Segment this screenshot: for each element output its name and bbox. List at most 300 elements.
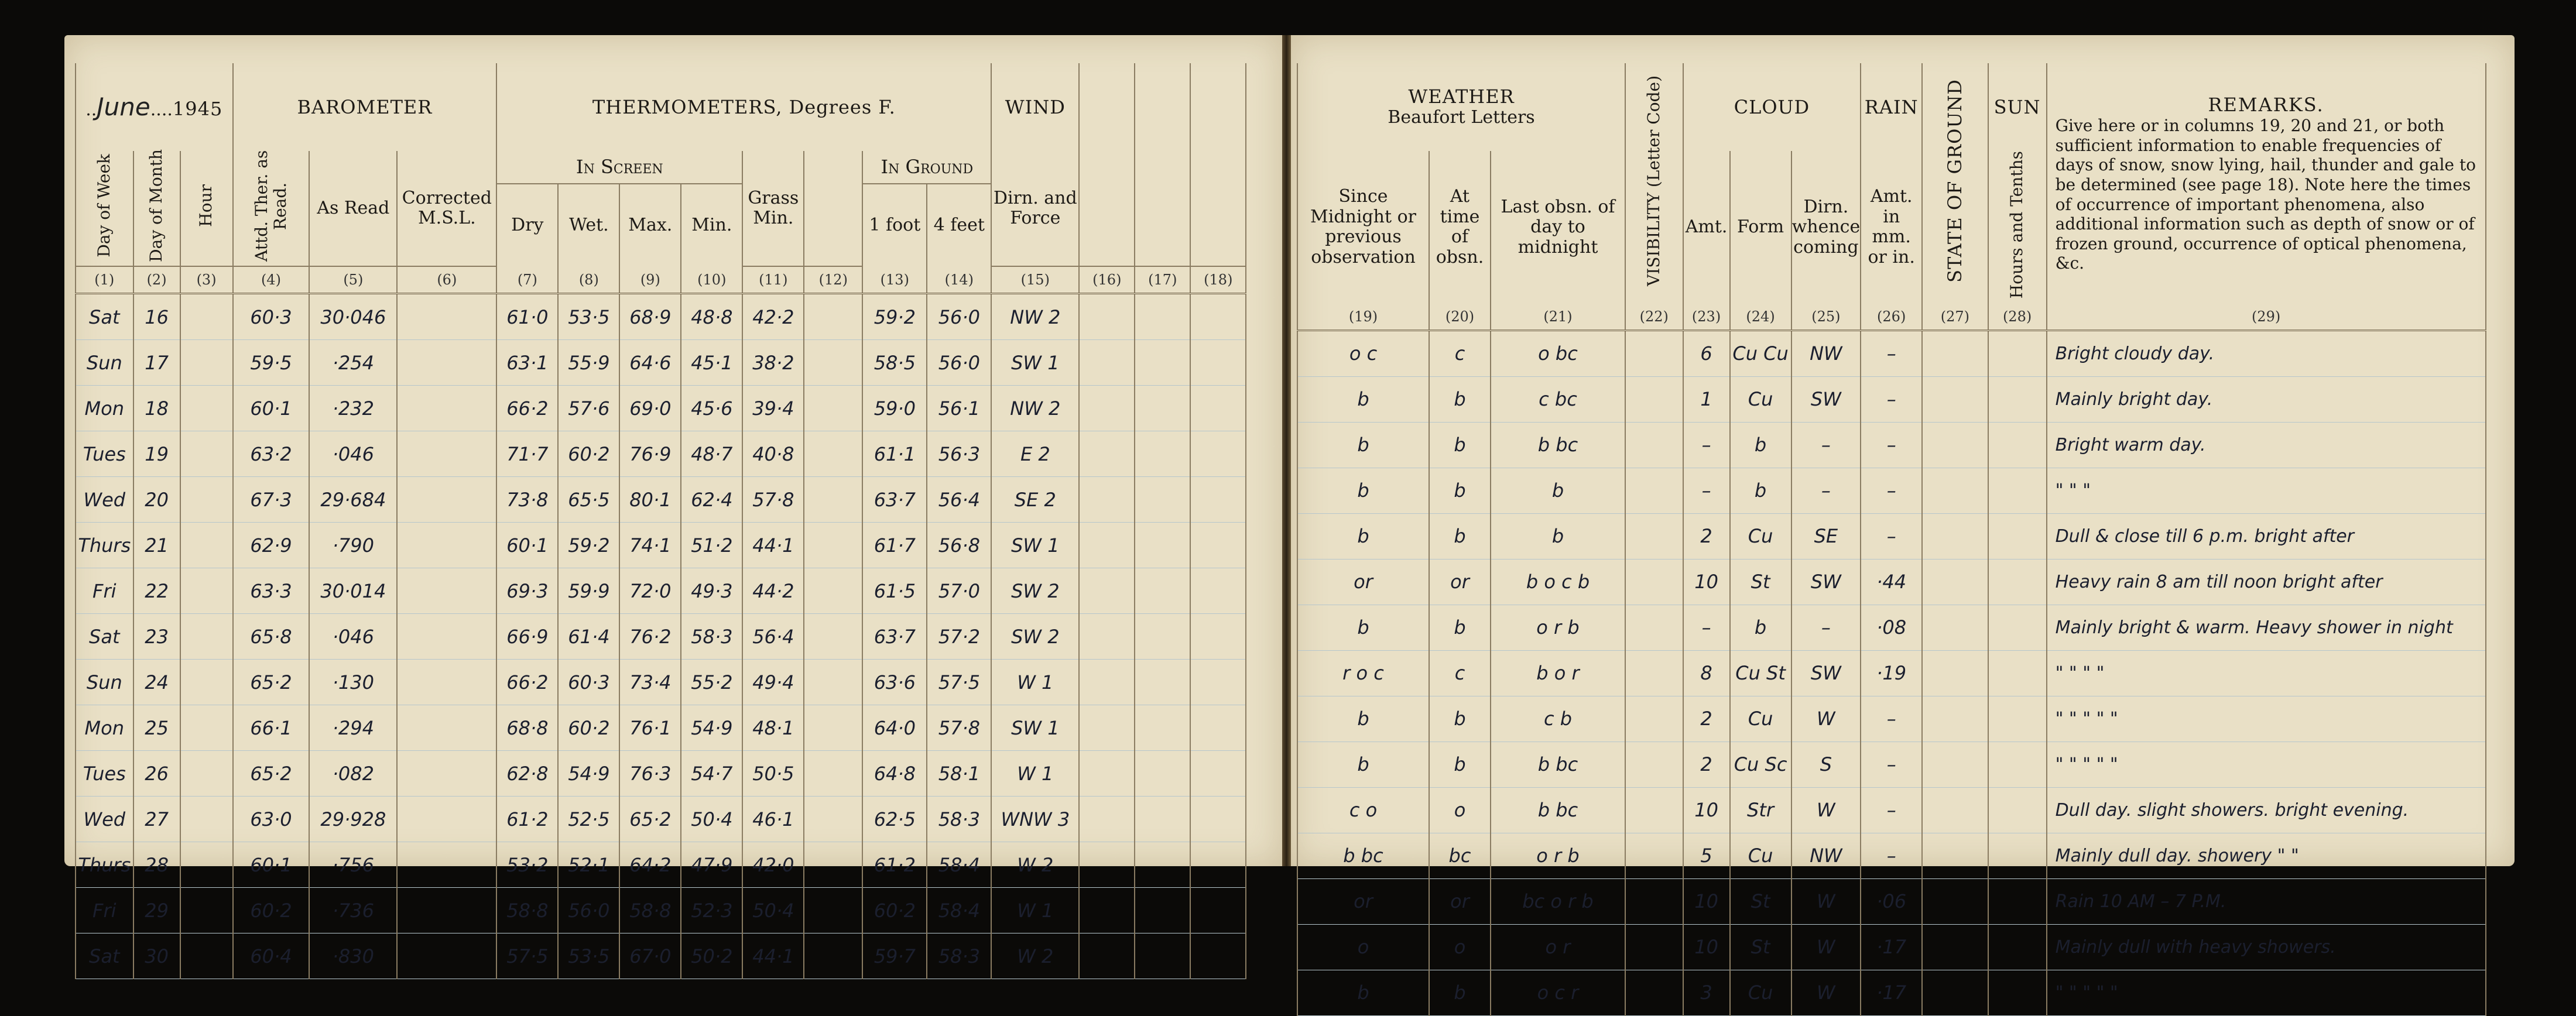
grass-min-cell: 50·5 <box>742 751 804 797</box>
rain-cell: – <box>1861 330 1922 376</box>
day-of-week-cell: Wed <box>76 797 133 842</box>
weather-last-cell: bc o r b <box>1491 878 1625 924</box>
cloud-form-cell: Cu Sc <box>1730 742 1791 787</box>
sun-cell <box>1988 878 2047 924</box>
weather-heading-group <box>1297 63 1625 151</box>
ground-4ft-cell: 57·8 <box>927 705 991 751</box>
grass-min-cell: 38·2 <box>742 340 804 386</box>
blank-cell <box>1079 568 1135 614</box>
dirn-force-heading: Dirn. and Force <box>991 151 1079 266</box>
wind-cell: E 2 <box>991 431 1079 477</box>
cloud-dirn-cell: S <box>1791 742 1861 787</box>
corrected-cell <box>397 568 496 614</box>
cloud-amt-cell: 10 <box>1683 878 1730 924</box>
max-cell: 68·9 <box>619 294 681 340</box>
visibility-cell <box>1625 833 1683 878</box>
visibility-cell <box>1625 924 1683 970</box>
max-cell: 64·2 <box>619 842 681 888</box>
table-row <box>1297 468 2486 513</box>
state-ground-cell <box>1922 422 1988 468</box>
visibility-cell <box>1625 376 1683 422</box>
blank-cell <box>1079 751 1135 797</box>
rain-heading: RAIN <box>1861 63 1922 151</box>
cloud-form-cell: Cu <box>1730 696 1791 742</box>
remarks-cell: Dull day. slight showers. bright evening. <box>2047 787 2486 833</box>
blank-cell <box>804 751 862 797</box>
state-ground-cell <box>1922 833 1988 878</box>
cloud-dirn-cell: – <box>1791 422 1861 468</box>
state-ground-cell <box>1922 513 1988 559</box>
column-number: (25) <box>1791 304 1861 331</box>
dry-cell: 57·5 <box>496 933 558 979</box>
weather-last-cell: o r b <box>1491 605 1625 650</box>
corrected-cell <box>397 705 496 751</box>
corrected-cell <box>397 888 496 933</box>
last-obs-heading: Last obsn. of day to midnight <box>1491 151 1625 304</box>
column-number: (5) <box>309 266 397 294</box>
remarks-cell: " " " " <box>2047 650 2486 696</box>
column-number: (16) <box>1079 266 1135 294</box>
weather-at-cell: b <box>1429 513 1491 559</box>
ground-4ft-cell: 56·0 <box>927 294 991 340</box>
grass-min-cell: 48·1 <box>742 705 804 751</box>
hour-cell <box>180 431 233 477</box>
weather-heading: WEATHER <box>1408 85 1515 108</box>
sun-hours-heading: Hours and Tenths <box>1988 151 2047 304</box>
pressure-cell: ·830 <box>309 933 397 979</box>
state-ground-cell <box>1922 787 1988 833</box>
table-row <box>1297 924 2486 970</box>
cloud-dirn-cell: SW <box>1791 559 1861 605</box>
day-of-week-cell: Thurs <box>76 842 133 888</box>
weather-since-cell: b <box>1297 376 1429 422</box>
table-row <box>76 340 1246 386</box>
wet-cell: 52·1 <box>558 842 619 888</box>
column-number: (1) <box>76 266 133 294</box>
hour-cell <box>180 933 233 979</box>
ground-1ft-cell: 59·7 <box>862 933 927 979</box>
blank-cell <box>1079 523 1135 568</box>
table-row <box>76 842 1246 888</box>
blank-cell <box>1190 842 1246 888</box>
column-number: (22) <box>1625 304 1683 331</box>
attd-ther-cell: 63·2 <box>233 431 310 477</box>
pressure-cell: 29·684 <box>309 477 397 523</box>
day-of-week-cell: Sat <box>76 294 133 340</box>
hour-cell <box>180 888 233 933</box>
wet-cell: 59·9 <box>558 568 619 614</box>
weather-since-cell: b <box>1297 970 1429 1015</box>
cloud-amt-cell: 10 <box>1683 924 1730 970</box>
corrected-cell <box>397 386 496 431</box>
weather-at-cell: c <box>1429 330 1491 376</box>
weather-since-cell: b <box>1297 513 1429 559</box>
weather-last-cell: c bc <box>1491 376 1625 422</box>
rain-amt-heading: Amt. in mm. or in. <box>1861 151 1922 304</box>
weather-since-cell: b bc <box>1297 833 1429 878</box>
hour-cell <box>180 340 233 386</box>
as-read-heading: As Read <box>309 151 397 266</box>
day-of-month-cell: 20 <box>133 477 180 523</box>
column-number: (23) <box>1683 304 1730 331</box>
day-of-week-cell: Wed <box>76 477 133 523</box>
cloud-form-cell: St <box>1730 924 1791 970</box>
ground-1ft-cell: 60·2 <box>862 888 927 933</box>
attd-ther-cell: 60·3 <box>233 294 310 340</box>
blank-cell <box>1190 568 1246 614</box>
max-heading: Max. <box>619 184 681 266</box>
weather-since-cell: or <box>1297 559 1429 605</box>
weather-last-cell: o bc <box>1491 330 1625 376</box>
blank-cell <box>1079 386 1135 431</box>
blank-cell <box>804 568 862 614</box>
blank-cell <box>1135 888 1190 933</box>
corrected-msl-heading: Corrected M.S.L. <box>397 151 496 266</box>
blank-cell <box>804 888 862 933</box>
rain-cell: ·06 <box>1861 878 1922 924</box>
hour-cell <box>180 797 233 842</box>
attd-ther-cell: 65·2 <box>233 660 310 705</box>
ground-1ft-cell: 64·0 <box>862 705 927 751</box>
day-of-month-cell: 24 <box>133 660 180 705</box>
column-number: (19) <box>1297 304 1429 331</box>
blank-cell <box>1079 660 1135 705</box>
ground-4ft-cell: 57·2 <box>927 614 991 660</box>
blank-cell <box>804 797 862 842</box>
attd-ther-cell: 65·2 <box>233 751 310 797</box>
blank-cell <box>804 386 862 431</box>
day-of-month-cell: 30 <box>133 933 180 979</box>
table-row <box>1297 696 2486 742</box>
weather-since-cell: or <box>1297 878 1429 924</box>
wind-cell: SW 1 <box>991 340 1079 386</box>
ground-4ft-cell: 56·3 <box>927 431 991 477</box>
max-cell: 67·0 <box>619 933 681 979</box>
table-row <box>1297 330 2486 376</box>
max-cell: 74·1 <box>619 523 681 568</box>
weather-at-cell: b <box>1429 376 1491 422</box>
ground-4ft-cell: 56·4 <box>927 477 991 523</box>
blank-cell <box>1079 842 1135 888</box>
min-cell: 50·2 <box>681 933 742 979</box>
dry-cell: 61·0 <box>496 294 558 340</box>
day-of-month-cell: 17 <box>133 340 180 386</box>
min-cell: 58·3 <box>681 614 742 660</box>
month: June <box>97 92 150 121</box>
grass-min-cell: 56·4 <box>742 614 804 660</box>
cloud-form-cell: Cu <box>1730 513 1791 559</box>
wind-cell: SW 1 <box>991 705 1079 751</box>
ground-4ft-cell: 57·5 <box>927 660 991 705</box>
blank-cell <box>1079 888 1135 933</box>
cloud-dirn-cell: NW <box>1791 833 1861 878</box>
blank-cell <box>804 705 862 751</box>
weather-since-cell: o <box>1297 924 1429 970</box>
table-row <box>1297 513 2486 559</box>
min-cell: 50·4 <box>681 797 742 842</box>
pressure-cell: ·082 <box>309 751 397 797</box>
cloud-form-cell: Cu <box>1730 376 1791 422</box>
blank-cell <box>804 842 862 888</box>
corrected-cell <box>397 523 496 568</box>
wet-cell: 65·5 <box>558 477 619 523</box>
wind-heading: WIND <box>991 63 1079 151</box>
grass-min-cell: 42·0 <box>742 842 804 888</box>
column-number: (3) <box>180 266 233 294</box>
blank-cell <box>1190 888 1246 933</box>
attd-ther-cell: 67·3 <box>233 477 310 523</box>
table-row <box>76 614 1246 660</box>
blank-cell <box>804 477 862 523</box>
table-row <box>76 751 1246 797</box>
weather-at-cell: b <box>1429 970 1491 1015</box>
blank-cell <box>1079 705 1135 751</box>
cloud-amt-heading: Amt. <box>1683 151 1730 304</box>
dry-cell: 66·2 <box>496 660 558 705</box>
blank-cell <box>1190 797 1246 842</box>
remarks-instructions: Give here or in columns 19, 20 and 21, or both sufficient information to enable frequencies of days of snow, snow lying, hail, thunder and gale to be determined (see page 18). Note here the times of occurrence of important phenomena, also additional information such as depth of snow or of frozen ground, occurrence of optical phenomena, &c. <box>2055 116 2476 273</box>
ground-1ft-cell: 59·0 <box>862 386 927 431</box>
weather-since-cell: b <box>1297 696 1429 742</box>
max-cell: 80·1 <box>619 477 681 523</box>
weather-since-cell: o c <box>1297 330 1429 376</box>
cloud-amt-cell: 6 <box>1683 330 1730 376</box>
column-number: (10) <box>681 266 742 294</box>
ground-1ft-cell: 61·1 <box>862 431 927 477</box>
min-heading: Min. <box>681 184 742 266</box>
since-midnight-heading: Since Midnight or previous observation <box>1297 151 1429 304</box>
day-of-month-cell: 27 <box>133 797 180 842</box>
state-ground-cell <box>1922 970 1988 1015</box>
day-of-week-heading: Day of Week <box>76 151 133 266</box>
wet-cell: 56·0 <box>558 888 619 933</box>
weather-at-cell: b <box>1429 696 1491 742</box>
state-ground-cell <box>1922 330 1988 376</box>
wind-cell: W 1 <box>991 751 1079 797</box>
wind-cell: SW 2 <box>991 614 1079 660</box>
cloud-amt-cell: 10 <box>1683 559 1730 605</box>
ground-4ft-cell: 58·3 <box>927 933 991 979</box>
state-ground-cell <box>1922 650 1988 696</box>
remarks-cell: Mainly dull with heavy showers. <box>2047 924 2486 970</box>
blank-cell <box>804 294 862 340</box>
in-screen-heading: In Screen <box>496 151 742 184</box>
blank-cell <box>1135 294 1190 340</box>
ground-4ft-cell: 57·0 <box>927 568 991 614</box>
cloud-form-cell: Cu St <box>1730 650 1791 696</box>
pressure-cell: ·790 <box>309 523 397 568</box>
cloud-form-cell: b <box>1730 422 1791 468</box>
right-column-numbers <box>1297 304 2486 331</box>
max-cell: 76·1 <box>619 705 681 751</box>
grass-min-heading: Grass Min. <box>742 151 804 266</box>
remarks-title: REMARKS. <box>2208 93 2324 116</box>
ground-4ft-cell: 56·1 <box>927 386 991 431</box>
hour-cell <box>180 568 233 614</box>
pressure-cell: 30·046 <box>309 294 397 340</box>
wet-cell: 52·5 <box>558 797 619 842</box>
day-of-week-cell: Sat <box>76 933 133 979</box>
state-ground-cell <box>1922 696 1988 742</box>
weather-last-cell: o r <box>1491 924 1625 970</box>
remarks-cell: " " " " " <box>2047 696 2486 742</box>
state-ground-cell <box>1922 924 1988 970</box>
min-cell: 51·2 <box>681 523 742 568</box>
blank-cell <box>1135 751 1190 797</box>
wet-heading: Wet. <box>558 184 619 266</box>
table-row <box>1297 376 2486 422</box>
left-page <box>64 35 1282 967</box>
sun-cell <box>1988 650 2047 696</box>
column-number: (15) <box>991 266 1079 294</box>
attd-ther-heading: Attd. Ther. as Read. <box>233 151 310 266</box>
pressure-cell: ·232 <box>309 386 397 431</box>
rain-cell: ·08 <box>1861 605 1922 650</box>
grass-min-cell: 46·1 <box>742 797 804 842</box>
wind-cell: SW 1 <box>991 523 1079 568</box>
book-gutter <box>1282 35 1291 866</box>
cloud-dirn-cell: SW <box>1791 650 1861 696</box>
weather-last-cell: c b <box>1491 696 1625 742</box>
ground-4ft-cell: 56·8 <box>927 523 991 568</box>
cloud-dirn-cell: W <box>1791 787 1861 833</box>
wind-cell: W 1 <box>991 888 1079 933</box>
dry-cell: 58·8 <box>496 888 558 933</box>
weather-last-cell: b bc <box>1491 422 1625 468</box>
one-foot-heading: 1 foot <box>862 184 927 266</box>
weather-since-cell: c o <box>1297 787 1429 833</box>
cloud-amt-cell: 2 <box>1683 513 1730 559</box>
dry-cell: 61·2 <box>496 797 558 842</box>
ground-4ft-cell: 58·3 <box>927 797 991 842</box>
column-number: (20) <box>1429 304 1491 331</box>
corrected-cell <box>397 933 496 979</box>
blank-cell <box>1079 933 1135 979</box>
wet-cell: 57·6 <box>558 386 619 431</box>
dry-cell: 69·3 <box>496 568 558 614</box>
cloud-form-cell: b <box>1730 605 1791 650</box>
ground-1ft-cell: 58·5 <box>862 340 927 386</box>
min-cell: 54·9 <box>681 705 742 751</box>
weather-since-cell: r o c <box>1297 650 1429 696</box>
blank-cell <box>1190 294 1246 340</box>
day-of-week-cell: Fri <box>76 888 133 933</box>
corrected-cell <box>397 477 496 523</box>
rain-cell: ·44 <box>1861 559 1922 605</box>
weather-at-cell: b <box>1429 422 1491 468</box>
weather-last-cell: b o r <box>1491 650 1625 696</box>
weather-last-cell: o c r <box>1491 970 1625 1015</box>
attd-ther-cell: 60·2 <box>233 888 310 933</box>
cloud-form-heading: Form <box>1730 151 1791 304</box>
rain-cell: – <box>1861 833 1922 878</box>
day-of-month-cell: 25 <box>133 705 180 751</box>
cloud-form-cell: Cu <box>1730 833 1791 878</box>
attd-ther-cell: 62·9 <box>233 523 310 568</box>
cloud-amt-cell: 2 <box>1683 696 1730 742</box>
ground-4ft-cell: 58·4 <box>927 842 991 888</box>
attd-ther-cell: 63·0 <box>233 797 310 842</box>
corrected-cell <box>397 294 496 340</box>
min-cell: 52·3 <box>681 888 742 933</box>
table-row <box>1297 559 2486 605</box>
max-cell: 64·6 <box>619 340 681 386</box>
state-ground-cell <box>1922 605 1988 650</box>
cloud-amt-cell: – <box>1683 422 1730 468</box>
weather-at-cell: b <box>1429 605 1491 650</box>
weather-at-cell: b <box>1429 742 1491 787</box>
cloud-amt-cell: 3 <box>1683 970 1730 1015</box>
pressure-cell: 30·014 <box>309 568 397 614</box>
blank-cell <box>1190 431 1246 477</box>
cloud-dirn-heading: Dirn. whence coming <box>1791 151 1861 304</box>
table-row <box>76 933 1246 979</box>
left-observation-table <box>75 63 1246 979</box>
wet-cell: 60·3 <box>558 660 619 705</box>
wet-cell: 54·9 <box>558 751 619 797</box>
day-of-month-cell: 21 <box>133 523 180 568</box>
month-year-label: ..June....1945 <box>76 63 233 151</box>
beaufort-heading: Beaufort Letters <box>1388 107 1535 128</box>
wind-cell: SW 2 <box>991 568 1079 614</box>
barometer-heading: BAROMETER <box>233 63 497 151</box>
day-of-week-cell: Tues <box>76 751 133 797</box>
day-of-month-cell: 23 <box>133 614 180 660</box>
attd-ther-cell: 60·4 <box>233 933 310 979</box>
grass-min-cell: 50·4 <box>742 888 804 933</box>
day-of-week-cell: Sun <box>76 660 133 705</box>
visibility-cell <box>1625 559 1683 605</box>
weather-last-cell: b bc <box>1491 742 1625 787</box>
cloud-dirn-cell: – <box>1791 468 1861 513</box>
column-number: (11) <box>742 266 804 294</box>
cloud-dirn-cell: W <box>1791 878 1861 924</box>
weather-last-cell: b <box>1491 468 1625 513</box>
blank-cell <box>1079 614 1135 660</box>
table-row <box>1297 970 2486 1015</box>
grass-min-cell: 42·2 <box>742 294 804 340</box>
wind-cell: W 2 <box>991 842 1079 888</box>
hour-cell <box>180 705 233 751</box>
max-cell: 76·2 <box>619 614 681 660</box>
blank-cell <box>804 431 862 477</box>
blank-cell <box>1135 477 1190 523</box>
column-number: (9) <box>619 266 681 294</box>
remarks-cell: " " " " " <box>2047 742 2486 787</box>
wet-cell: 59·2 <box>558 523 619 568</box>
weather-at-cell: b <box>1429 468 1491 513</box>
corrected-cell <box>397 614 496 660</box>
visibility-cell <box>1625 330 1683 376</box>
blank-cell <box>1135 842 1190 888</box>
remarks-cell: Mainly bright & warm. Heavy shower in night <box>2047 605 2486 650</box>
blank-cell <box>1135 431 1190 477</box>
table-row <box>76 888 1246 933</box>
day-of-month-cell: 18 <box>133 386 180 431</box>
dry-cell: 71·7 <box>496 431 558 477</box>
hour-cell <box>180 614 233 660</box>
ground-4ft-cell: 56·0 <box>927 340 991 386</box>
table-row <box>1297 422 2486 468</box>
remarks-cell: Mainly bright day. <box>2047 376 2486 422</box>
remarks-cell: " " " " " <box>2047 970 2486 1015</box>
blank-cell <box>1135 660 1190 705</box>
table-row <box>76 660 1246 705</box>
weather-since-cell: b <box>1297 422 1429 468</box>
blank-cell <box>1190 386 1246 431</box>
ground-1ft-cell: 59·2 <box>862 294 927 340</box>
blank-cell <box>1079 797 1135 842</box>
